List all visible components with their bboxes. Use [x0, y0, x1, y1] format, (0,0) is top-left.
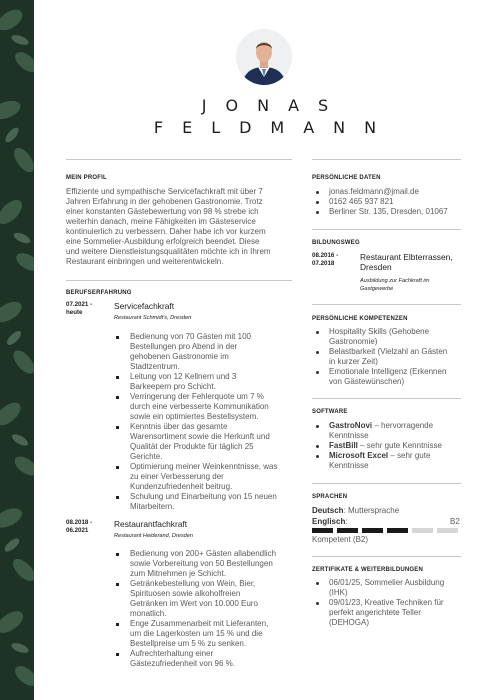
list-item: GastroNovi – hervorragende Kenntnisse — [312, 421, 462, 441]
personal-data-list — [312, 187, 462, 217]
language-bar-segment — [312, 528, 333, 533]
profile-text: Effiziente und sympathische Servicefachkraft mit über 7 Jahren Erfahrung in der gehobenen Gastronomie. Trotz einer konstanten Gästebewertung von 98 % strebe ich weiterhin danach, meine Fähigkeiten im Gästeservice kontinuierlich zu verbessern. Daher habe ich vor kurzem eine Sommelier-Ausbildung erfolgreich beendet. Diese und weitere Dienstleistungsqualitäten möchte ich in Ihrem Restaurant einbringen und weiterentwickeln. — [66, 187, 271, 266]
job-title: Servicefachkraft — [114, 301, 175, 311]
divider — [312, 304, 461, 305]
first-name: JONAS — [201, 96, 348, 115]
phone-text: 0162 465 937 821 — [312, 197, 462, 207]
job-employer: Restaurant Heiderand, Dresden — [114, 533, 193, 539]
job-date: 07.2021 - heute — [66, 301, 93, 316]
list-item: Microsoft Excel – sehr gute Kenntnisse — [312, 451, 462, 471]
divider — [312, 398, 461, 399]
job-employer: Restaurant Schmidt's, Dresden — [114, 315, 192, 321]
language-bar-segment — [362, 528, 383, 533]
last-name: FELDMANN — [153, 118, 396, 137]
section-title-education: BILDUNGSWEG — [312, 240, 360, 246]
list-item: Optimierung meiner Weinkenntnisse, was zu einer Verbesserung der Kundenzufriedenheit beitrug. — [114, 462, 294, 492]
list-item: Hospitality Skills (Gehobene Gastronomie) — [312, 327, 462, 347]
education-date: 08.2016 - 07.2018 — [312, 252, 339, 267]
list-item: Bedienung von 70 Gästen mit 100 Bestellungen pro Abend in der gehobenen Gastronomie im Stadtzentrum. — [114, 332, 294, 372]
list-item: 06/01/25, Sommelier Ausbildung (IHK) — [312, 578, 462, 598]
profile-photo — [236, 29, 292, 85]
language-level-text: Kompetent (B2) — [312, 535, 369, 544]
divider — [66, 280, 292, 281]
leaf-pattern-icon — [0, 0, 34, 700]
job-title: Restaurantfachkraft — [114, 519, 188, 529]
list-item: Verringerung der Fehlerquote um 7 % durch eine verbesserte Kommunikation sowie ein optimiertes Bestellsystem. — [114, 392, 294, 422]
list-item: Schulung und Einarbeitung von 15 neuen Mitarbeitern. — [114, 492, 294, 512]
address-text: Berliner Str. 135, Dresden, 01067 — [312, 207, 462, 217]
certificates-list — [312, 578, 462, 628]
list-item: FastBill – sehr gute Kenntnisse — [312, 441, 462, 451]
list-item: 09/01/23, Kreative Techniken für perfekt angerichtete Teller (DEHOGA) — [312, 598, 462, 628]
section-title-competences: PERSÖNLICHE KOMPETENZEN — [312, 316, 408, 322]
list-item: Enge Zusammenarbeit mit Lieferanten, um die Lagerkosten um 15 % und die Bestellpreise um 5 % zu senken. — [114, 619, 294, 649]
language-bar-segment — [412, 528, 433, 533]
job-bullets — [114, 549, 294, 669]
portrait-icon — [236, 29, 292, 85]
list-item: Kenntnis über das gesamte Warensortiment sowie die Herkunft und Qualität der Produkte für täglich 25 Gerichte. — [114, 422, 294, 462]
education-school: Restaurant Elbterrassen, Dresden — [360, 252, 453, 272]
section-title-personal: PERSÖNLICHE DATEN — [312, 175, 381, 181]
language-bar-segment — [437, 528, 458, 533]
language-bar-segment — [337, 528, 358, 533]
software-list — [312, 421, 462, 471]
divider — [312, 229, 461, 230]
list-item: Emotionale Intelligenz (Erkennen von Gästewünschen) — [312, 367, 462, 387]
competences-list — [312, 327, 462, 387]
list-item: Getränkebestellung von Wein, Bier, Spirituosen sowie alkoholfreien Getränken im Wert von 10.000 Euro monatlich. — [114, 579, 294, 619]
section-title-languages: SPRACHEN — [312, 494, 348, 500]
divider — [66, 159, 292, 160]
education-degree: Ausbildung zur Fachkraft im Gastgewerbe — [360, 278, 430, 292]
list-item: Aufrechterhaltung einer Gästezufriedenheit von 96 %. — [114, 649, 294, 669]
divider — [312, 159, 461, 160]
section-title-certificates: ZERTIFIKATE & WEITERBILDUNGEN — [312, 567, 424, 573]
section-title-experience: BERUFSERFAHRUNG — [66, 290, 132, 296]
section-title-software: SOFTWARE — [312, 409, 348, 415]
job-date: 08.2018 - 06.2021 — [66, 519, 93, 534]
list-item: Bedienung von 200+ Gästen allabendlich sowie Vorbereitung von 50 Bestellungen zum Mitnehmen je Schicht. — [114, 549, 294, 579]
language-native: Deutsch: Muttersprache — [312, 506, 400, 515]
language-bar-segment — [387, 528, 408, 533]
language-foreign: Englisch: — [312, 517, 348, 526]
divider — [312, 556, 461, 557]
job-bullets — [114, 332, 294, 512]
list-item: Leitung von 12 Kellnern und 3 Barkeepern pro Schicht. — [114, 372, 294, 392]
email-text: jonas.feldmann@jmail.de — [312, 187, 462, 197]
divider — [312, 483, 461, 484]
leaf-decoration — [0, 0, 34, 700]
section-title-profile: MEIN PROFIL — [66, 175, 107, 181]
language-level-code: B2 — [450, 517, 460, 526]
list-item: Belastbarkeit (Vielzahl an Gästen in kurzer Zeit) — [312, 347, 462, 367]
